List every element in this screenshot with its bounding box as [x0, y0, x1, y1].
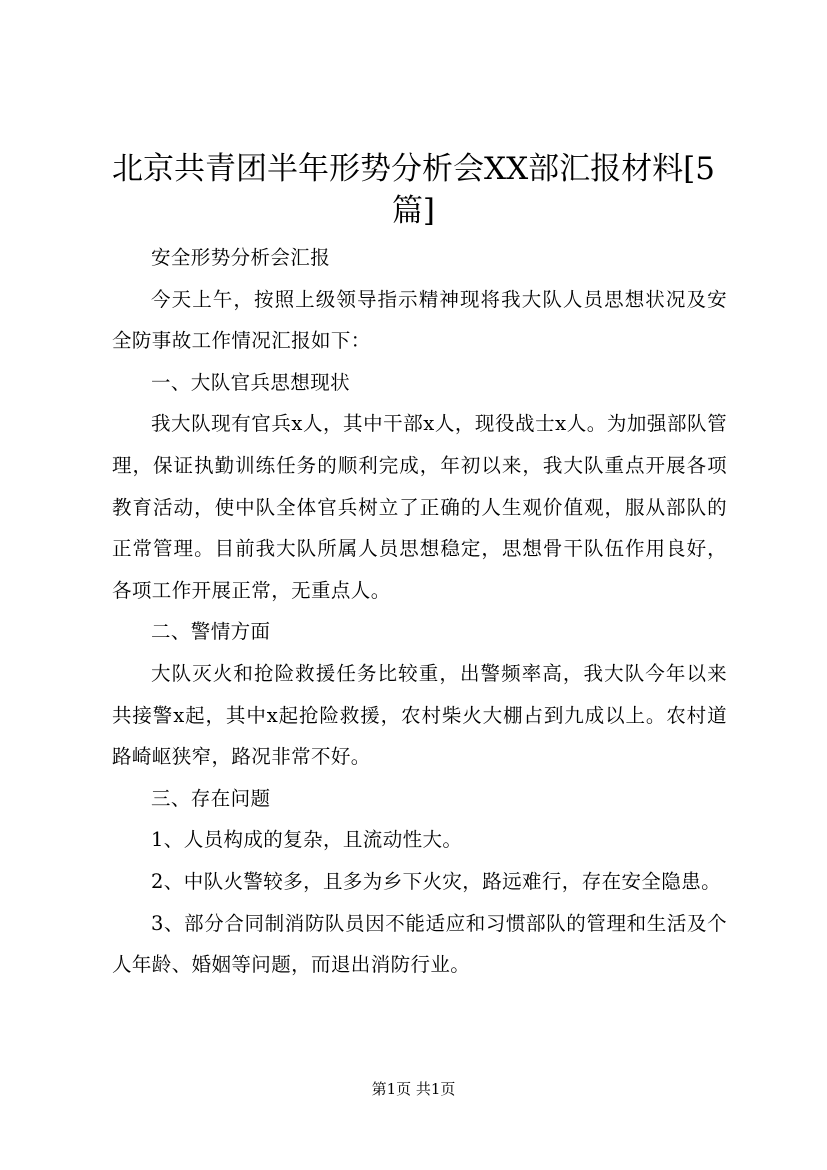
document-title: 北京共青团半年形势分析会XX部汇报材料[5篇]: [112, 151, 715, 229]
list-item: 3、部分合同制消防队员因不能适应和习惯部队的管理和生活及个人年龄、婚姻等问题，而退出消防行业。: [112, 911, 727, 977]
section-heading: 一、大队官兵思想现状: [151, 370, 351, 394]
page-number: 第1页 共1页: [371, 1080, 456, 1098]
paragraph: 安全形势分析会汇报: [151, 246, 331, 269]
list-item: 2、中队火警较多，且多为乡下火灾，路远难行，存在安全隐患。: [151, 869, 722, 893]
paragraph: 今天上午，按照上级领导指示精神现将我大队人员思想状况及安全防事故工作情况汇报如下：: [112, 287, 727, 353]
list-item: 1、人员构成的复杂，且流动性大。: [151, 828, 463, 852]
section-heading: 三、存在问题: [151, 786, 271, 810]
paragraph: 大队灭火和抢险救援任务比较重，出警频率高，我大队今年以来共接警x起，其中x起抢险救援，农村柴火大棚占到九成以上。农村道路崎岖狭窄，路况非常不好。: [112, 661, 727, 769]
paragraph: 我大队现有官兵x人，其中干部x人，现役战士x人。为加强部队管理，保证执勤训练任务的顺利完成，年初以来，我大队重点开展各项教育活动，使中队全体官兵树立了正确的人生观价值观，服从部队的正常管理。目前我大队所属人员思想稳定，思想骨干队伍作用良好，各项工作开展正常，无重点人。: [112, 412, 727, 602]
section-heading: 二、警情方面: [151, 620, 271, 644]
document-body: [112, 237, 727, 986]
